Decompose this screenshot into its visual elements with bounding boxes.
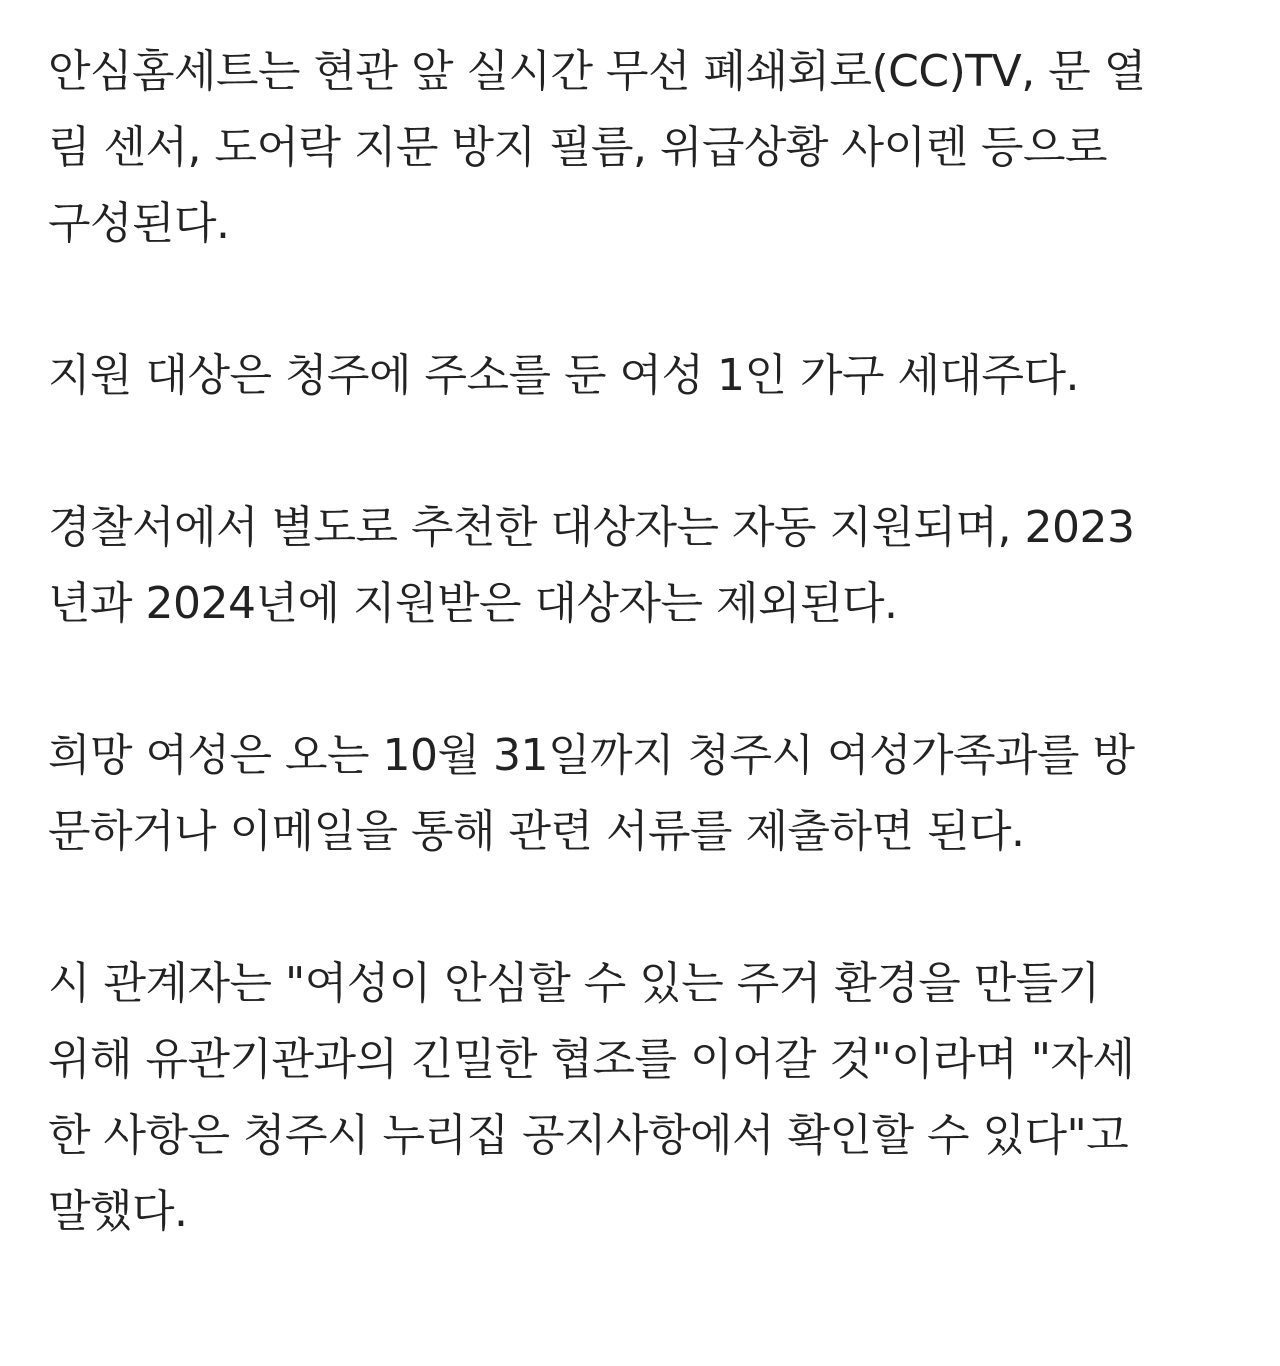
paragraph-line: 경찰서에서 별도로 추천한 대상자는 자동 지원되며, 2023	[48, 502, 1135, 553]
paragraph-line: 지원 대상은 청주에 주소를 둔 여성 1인 가구 세대주다.	[48, 350, 1079, 401]
paragraph-line: 한 사항은 청주시 누리집 공지사항에서 확인할 수 있다"고	[48, 1110, 1129, 1161]
paragraph-line: 희망 여성은 오는 10월 31일까지 청주시 여성가족과를 방	[48, 730, 1135, 781]
paragraph-line: 년과 2024년에 지원받은 대상자는 제외된다.	[48, 578, 898, 629]
paragraph-line: 안심홈세트는 현관 앞 실시간 무선 폐쇄회로(CC)TV, 문 열	[48, 46, 1146, 97]
paragraph-home-safety-set	[48, 34, 1248, 262]
paragraph-line: 구성된다.	[48, 198, 230, 249]
paragraph-eligibility	[48, 338, 1248, 414]
paragraph-line: 위해 유관기관과의 긴밀한 협조를 이어갈 것"이라며 "자세	[48, 1034, 1135, 1085]
paragraph-line: 시 관계자는 "여성이 안심할 수 있는 주거 환경을 만들기	[48, 958, 1100, 1009]
paragraph-spacer	[48, 262, 1248, 338]
paragraph-line: 말했다.	[48, 1186, 188, 1237]
paragraph-line: 문하거나 이메일을 통해 관련 서류를 제출하면 된다.	[48, 806, 1025, 857]
paragraph-official-quote	[48, 946, 1248, 1250]
paragraph-police-recommendation	[48, 490, 1248, 642]
paragraph-spacer	[48, 870, 1248, 946]
paragraph-spacer	[48, 414, 1248, 490]
paragraph-line: 림 센서, 도어락 지문 방지 필름, 위급상황 사이렌 등으로	[48, 122, 1107, 173]
article-body	[48, 34, 1248, 1250]
paragraph-application	[48, 718, 1248, 870]
paragraph-spacer	[48, 642, 1248, 718]
